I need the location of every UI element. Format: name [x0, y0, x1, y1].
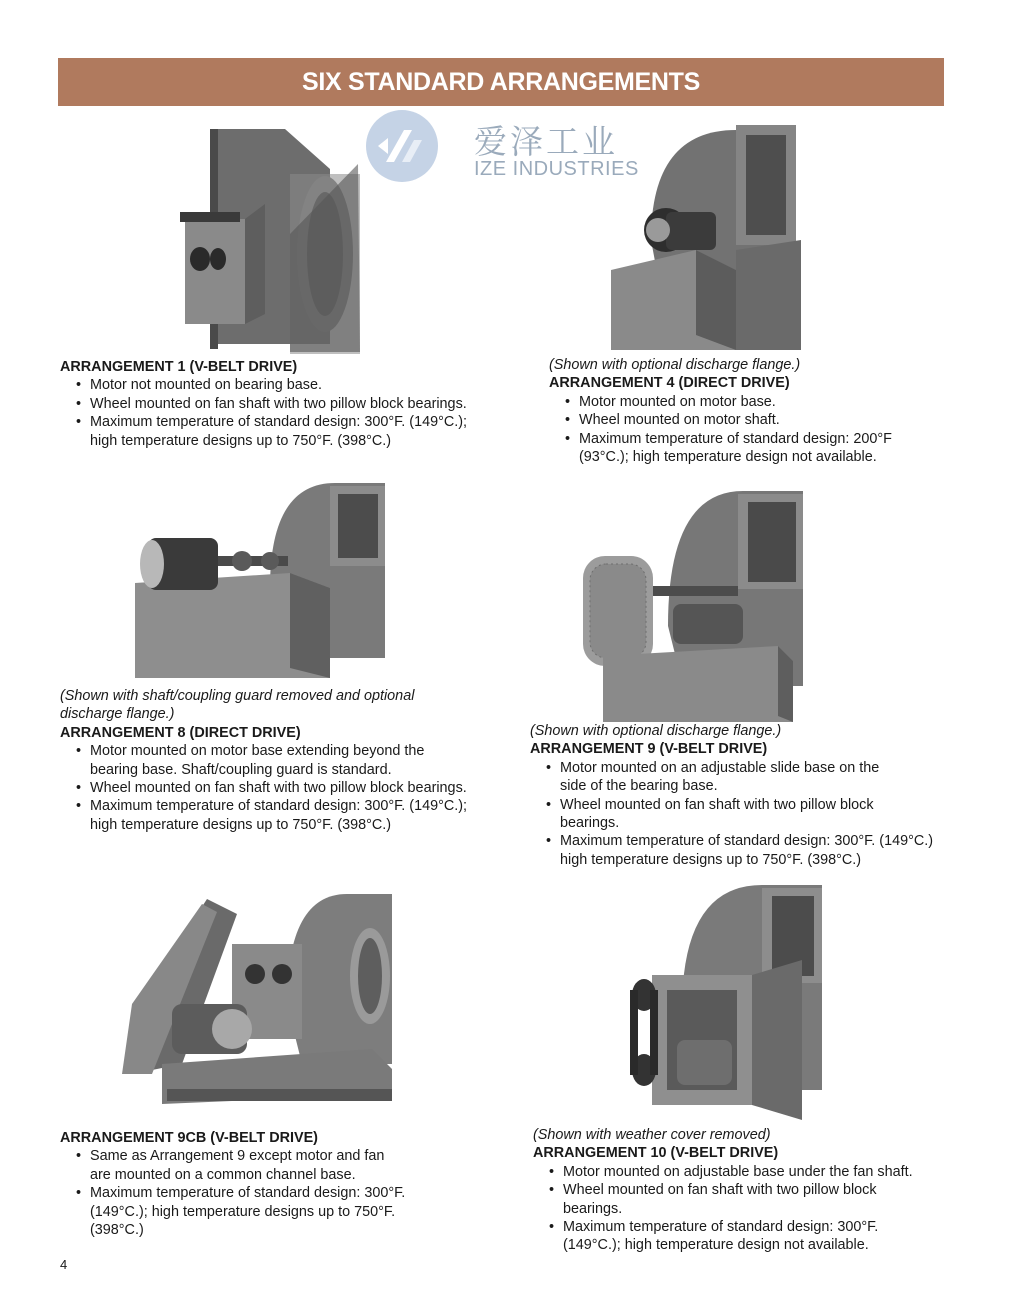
arrangement-4-caption: (Shown with optional discharge flange.) [549, 357, 801, 373]
arrangement-4-photo [606, 120, 806, 356]
list-item: • Maximum temperature of standard design: 300°F. (149°C.); high temperature designs up to 750°F. (398°C.) [90, 1184, 415, 1239]
list-item: • Wheel mounted on motor shaft. [579, 411, 959, 429]
list-item: • Maximum temperature of standard design: 300°F. (149°C.); high temperature designs up to 750°F. (398°C.) [90, 413, 490, 450]
arrangement-9-caption: (Shown with optional discharge flange.) [530, 723, 782, 739]
arrangement-1-photo [170, 124, 370, 356]
list-item: • Wheel mounted on fan shaft with two pillow block bearings. [563, 1181, 903, 1218]
list-item: • Motor mounted on motor base. [579, 393, 959, 411]
arrangement-9-bullets [530, 759, 960, 869]
list-item: • Motor mounted on adjustable base under the fan shaft. [563, 1163, 953, 1181]
arrangement-8-bullets [60, 742, 500, 834]
arrangement-8-heading: ARRANGEMENT 8 (DIRECT DRIVE) [60, 724, 301, 741]
arrangement-9-block [530, 722, 960, 869]
arrangement-10-caption: (Shown with weather cover removed) [533, 1127, 771, 1143]
ize-logo [364, 108, 644, 188]
arrangement-10-bullets [533, 1163, 953, 1255]
arrangement-4-heading: ARRANGEMENT 4 (DIRECT DRIVE) [549, 375, 790, 392]
arrangement-4-bullets [549, 393, 959, 467]
logo-chinese-text: 爱泽工业 [474, 122, 618, 161]
list-item: • Wheel mounted on fan shaft with two pillow block bearings. [90, 395, 500, 413]
list-item: • Wheel mounted on fan shaft with two pillow block bearings. [90, 779, 500, 797]
arrangement-9cb-block [60, 1129, 480, 1239]
arrangement-1-heading: ARRANGEMENT 1 (V-BELT DRIVE) [60, 359, 298, 375]
arrangement-10-block [533, 1126, 953, 1255]
arrangement-9cb-heading: ARRANGEMENT 9CB (V-BELT DRIVE) [60, 1130, 318, 1146]
list-item: • Maximum temperature of standard design: 200°F (93°C.); high temperature design not available. [579, 430, 939, 467]
arrangement-1-bullets [60, 376, 500, 450]
list-item: • Wheel mounted on fan shaft with two pillow block bearings. [560, 796, 900, 833]
arrangement-9-heading: ARRANGEMENT 9 (V-BELT DRIVE) [530, 741, 768, 758]
page-title: SIX STANDARD ARRANGEMENTS [301, 67, 701, 96]
arrangement-1-block [60, 358, 500, 450]
page-number: 4 [60, 1257, 68, 1272]
list-item: • Motor mounted on motor base extending beyond the bearing base. Shaft/coupling guard is standard. [90, 742, 450, 779]
ize-logo-mark-icon [364, 108, 440, 184]
list-item: • Same as Arrangement 9 except motor and fan are mounted on a common channel base. [90, 1147, 408, 1184]
arrangement-8-photo [130, 478, 390, 684]
arrangement-9-photo [578, 486, 814, 722]
section-banner [58, 58, 944, 106]
arrangement-4-block [549, 356, 959, 466]
arrangement-9cb-photo [112, 884, 402, 1124]
arrangement-8-caption: (Shown with shaft/coupling guard removed and optional discharge flange.) [60, 688, 415, 723]
list-item: • Motor mounted on an adjustable slide base on the side of the bearing base. [560, 759, 880, 796]
list-item: • Maximum temperature of standard design: 300°F. (149°C.); high temperature design not available. [563, 1218, 908, 1255]
arrangement-10-heading: ARRANGEMENT 10 (V-BELT DRIVE) [533, 1145, 779, 1162]
list-item: • Maximum temperature of standard design: 300°F. (149°C.) high temperature designs up to 750°F. (398°C.) [560, 832, 955, 869]
arrangement-8-block [60, 687, 500, 834]
arrangement-10-photo [622, 880, 826, 1128]
list-item: • Motor not mounted on bearing base. [90, 376, 500, 394]
logo-english-text: IZE INDUSTRIES [474, 158, 639, 180]
arrangement-9cb-bullets [60, 1147, 480, 1239]
list-item: • Maximum temperature of standard design: 300°F. (149°C.); high temperature designs up to 750°F. (398°C.) [90, 797, 490, 834]
